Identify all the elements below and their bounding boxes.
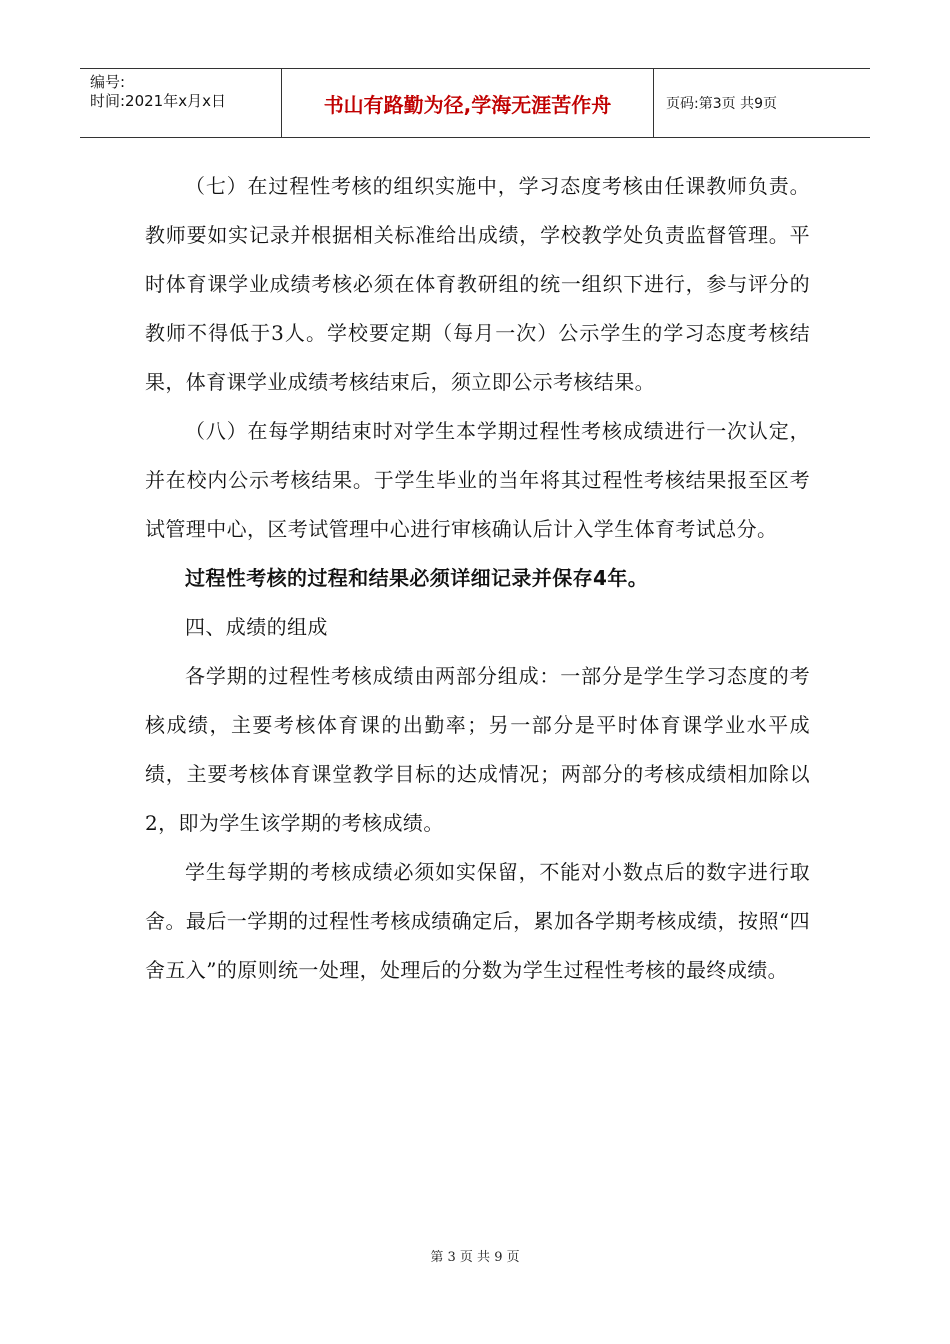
document-body [145,162,810,995]
paragraph-final-score: 学生每学期的考核成绩必须如实保留，不能对小数点后的数字进行取舍。最后一学期的过程性考核成绩确定后，累加各学期考核成绩，按照“四舍五入”的原则统一处理，处理后的分数为学生过程性考核的最终成绩。 [145,860,810,982]
header-page-info: 页码:第3页 共9页 [666,96,777,112]
paragraph-seven: （七）在过程性考核的组织实施中，学习态度考核由任课教师负责。教师要如实记录并根据相关标准给出成绩，学校教学处负责监督管理。平时体育课学业成绩考核必须在体育教研组的统一组织下进行，参与评分的教师不得低于3人。学校要定期（每月一次）公示学生的学习态度考核结果，体育课学业成绩考核结束后，须立即公示考核结果。 [145,174,810,394]
document-time-label: 时间:2021年x月x日 [90,92,226,110]
header-motto: 书山有路勤为径,学海无涯苦作舟 [282,69,654,137]
page-footer: 第 3 页 共 9 页 [430,1250,520,1265]
paragraph-eight: （八）在每学期结束时对学生本学期过程性考核成绩进行一次认定，并在校内公示考核结果。于学生毕业的当年将其过程性考核结果报至区考试管理中心，区考试管理中心进行审核确认后计入学生体育考试总分。 [145,419,810,541]
record-retention-statement: 过程性考核的过程和结果必须详细记录并保存4年。 [185,566,649,590]
page-header [80,68,870,138]
section-heading-score-composition: 四、成绩的组成 [185,615,328,639]
paragraph-score-parts: 各学期的过程性考核成绩由两部分组成：一部分是学生学习态度的考核成绩，主要考核体育课的出勤率；另一部分是平时体育课学业水平成绩，主要考核体育课堂教学目标的达成情况；两部分的考核成绩相加除以2，即为学生该学期的考核成绩。 [145,664,810,835]
header-meta [80,69,282,137]
document-number-label: 编号: [90,73,126,91]
